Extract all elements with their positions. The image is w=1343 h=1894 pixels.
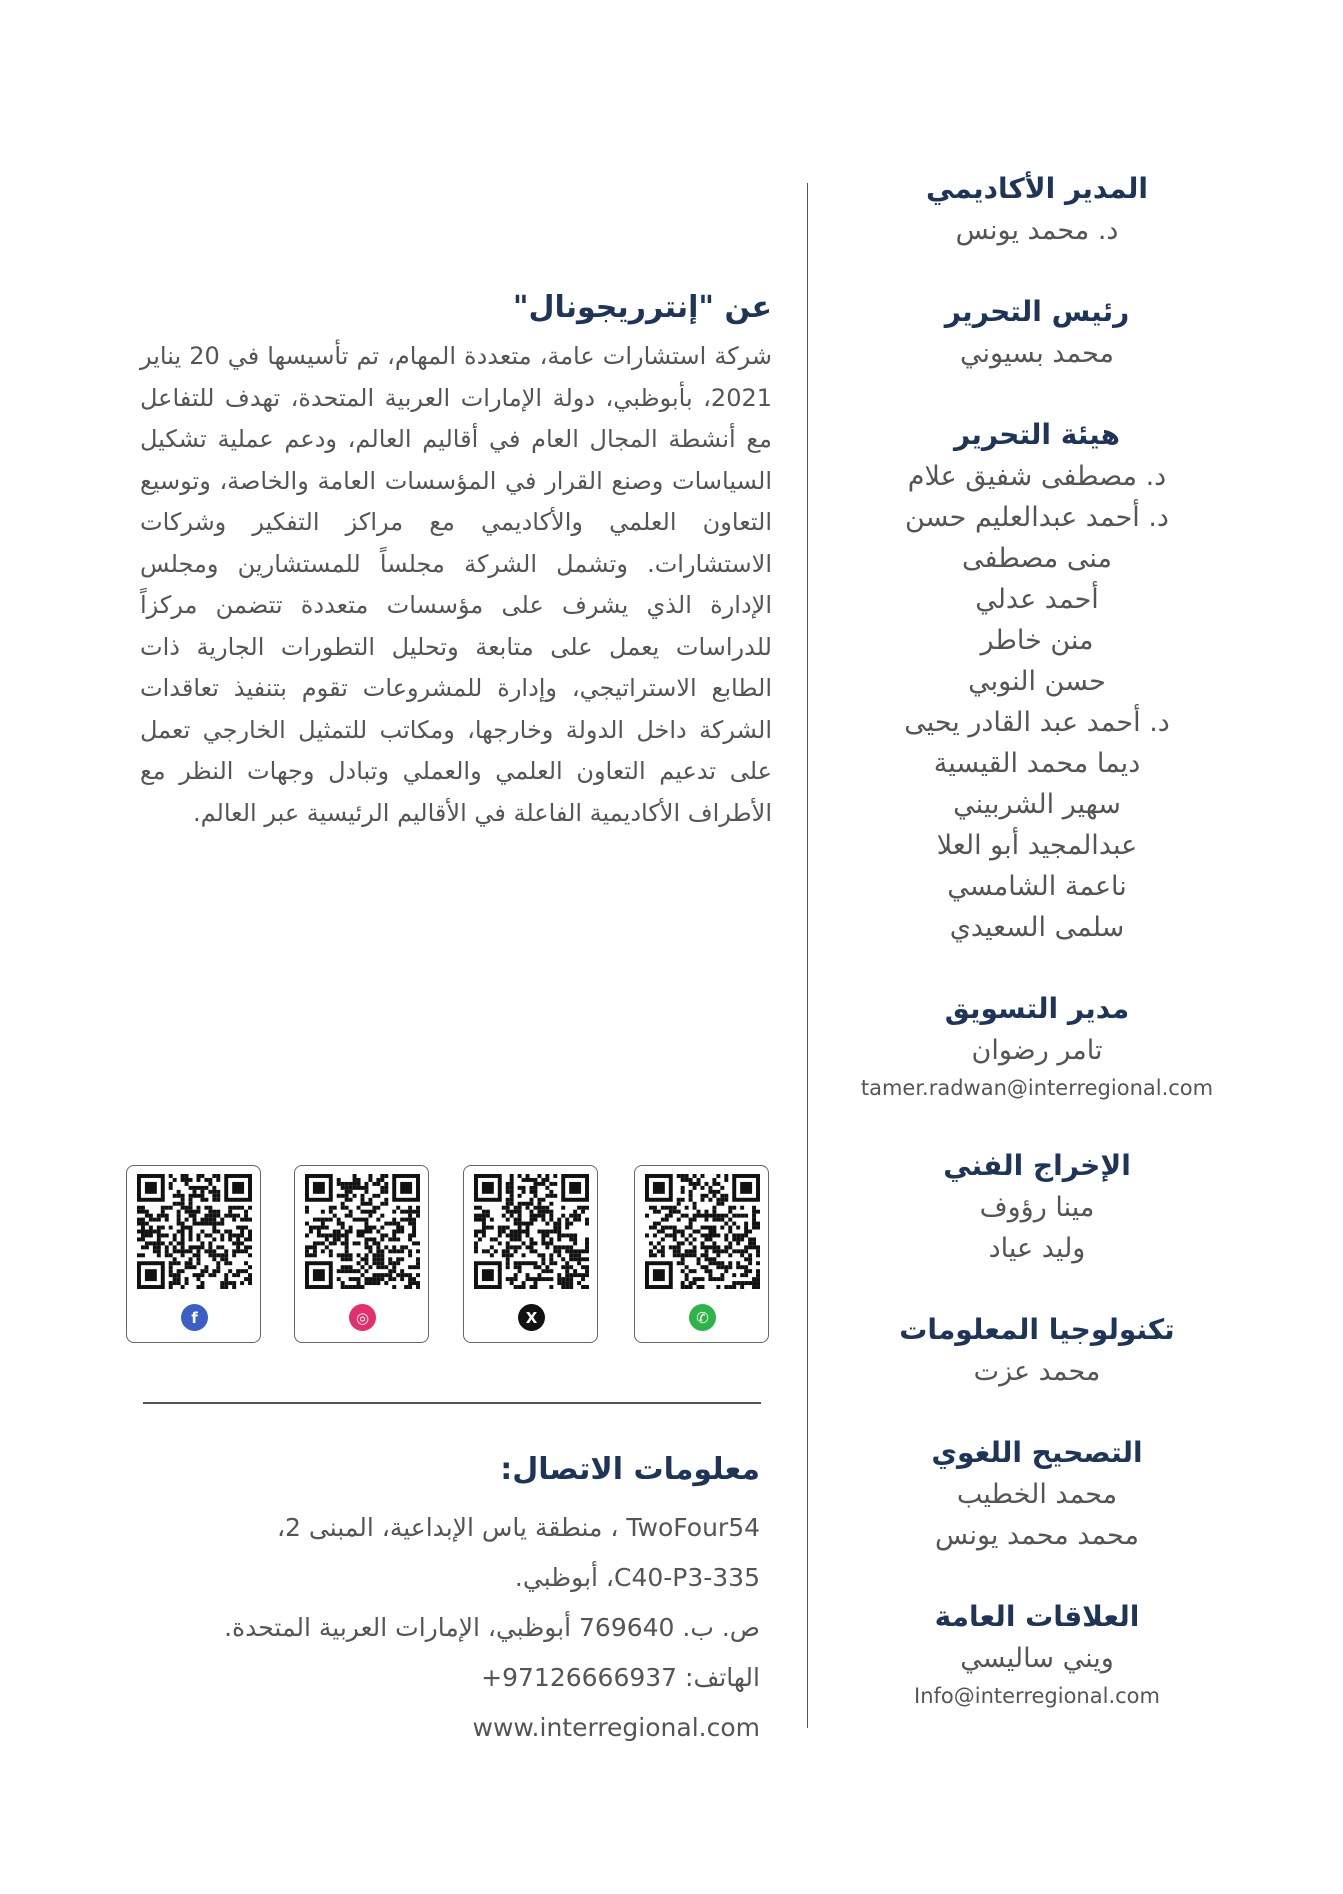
qr-card-instagram[interactable] bbox=[294, 1165, 429, 1343]
staff-name: ناعمة الشامسي bbox=[947, 871, 1127, 902]
facebook-glyph: f bbox=[191, 1308, 198, 1327]
qr-code bbox=[137, 1174, 252, 1289]
instagram-glyph: ◎ bbox=[355, 1308, 370, 1327]
staff-name: منن خاطر bbox=[980, 625, 1094, 656]
staff-section-title: المدير الأكاديمي bbox=[926, 172, 1148, 205]
about-title: عن "إنترريجونال" bbox=[512, 290, 772, 325]
x-icon bbox=[518, 1304, 545, 1331]
staff-name: سلمى السعيدي bbox=[949, 912, 1125, 943]
staff-section-title: مدير التسويق bbox=[944, 992, 1130, 1025]
qr-code-row bbox=[126, 1165, 772, 1345]
staff-name: أحمد عدلي bbox=[975, 584, 1099, 615]
staff-name: مينا رؤوف bbox=[979, 1192, 1095, 1223]
qr-card-facebook[interactable] bbox=[126, 1165, 261, 1343]
staff-section-public-relations bbox=[822, 1596, 1252, 1713]
x-glyph: X bbox=[525, 1308, 538, 1327]
staff-name: د. محمد يونس bbox=[955, 215, 1119, 246]
staff-name: سهير الشربيني bbox=[953, 789, 1121, 820]
staff-section-title: التصحيح اللغوي bbox=[931, 1436, 1143, 1469]
qr-card-x[interactable] bbox=[463, 1165, 598, 1343]
info-email-link[interactable]: Info@interregional.com bbox=[914, 1684, 1160, 1708]
staff-section-title: رئيس التحرير bbox=[944, 295, 1130, 328]
staff-section-art-direction bbox=[822, 1145, 1252, 1269]
about-section bbox=[140, 286, 772, 834]
contact-phone: الهاتف: 97126666937+ bbox=[481, 1663, 760, 1692]
vertical-divider bbox=[807, 183, 808, 1728]
contact-address-line-2: C40-P3-335، أبوظبي. bbox=[514, 1563, 760, 1592]
staff-section-editorial-board bbox=[822, 414, 1252, 948]
contact-title: معلومات الاتصال: bbox=[500, 1452, 760, 1487]
staff-section-title: هيئة التحرير bbox=[953, 418, 1121, 451]
staff-name: محمد عزت bbox=[973, 1356, 1101, 1387]
staff-name: ديما محمد القيسية bbox=[933, 748, 1141, 779]
contact-website-link[interactable]: www.interregional.com bbox=[472, 1713, 760, 1742]
staff-name: حسن النوبي bbox=[968, 666, 1106, 697]
marketing-email-link[interactable]: tamer.radwan@interregional.com bbox=[860, 1076, 1214, 1100]
qr-code bbox=[645, 1174, 760, 1289]
facebook-icon bbox=[181, 1304, 208, 1331]
staff-name: د. أحمد عبدالعليم حسن bbox=[905, 502, 1169, 533]
staff-section-marketing-director bbox=[822, 988, 1252, 1105]
contact-pobox: ص. ب. 769640 أبوظبي، الإمارات العربية المتحدة. bbox=[224, 1613, 760, 1642]
instagram-icon bbox=[349, 1304, 376, 1331]
staff-name: وليد عياد bbox=[988, 1233, 1086, 1264]
staff-section-proofreading bbox=[822, 1432, 1252, 1556]
qr-code bbox=[474, 1174, 589, 1289]
staff-name: ويني ساليسي bbox=[960, 1643, 1114, 1674]
staff-section-it bbox=[822, 1309, 1252, 1392]
staff-name: محمد بسيوني bbox=[960, 338, 1114, 369]
staff-name: منى مصطفى bbox=[962, 543, 1112, 574]
contact-section bbox=[140, 1445, 760, 1753]
staff-section-academic-director bbox=[822, 168, 1252, 251]
staff-column bbox=[822, 168, 1252, 1753]
contact-address-line-1: TwoFour54 ، منطقة ياس الإبداعية، المبنى 2، bbox=[276, 1513, 760, 1542]
staff-name: محمد محمد يونس bbox=[935, 1520, 1139, 1551]
staff-section-title: الإخراج الفني bbox=[943, 1149, 1131, 1182]
whatsapp-glyph: ✆ bbox=[696, 1308, 709, 1327]
staff-name: د. مصطفى شفيق علام bbox=[907, 461, 1167, 492]
staff-name: تامر رضوان bbox=[971, 1035, 1103, 1066]
staff-section-title: العلاقات العامة bbox=[934, 1600, 1140, 1633]
staff-section-editor-in-chief bbox=[822, 291, 1252, 374]
whatsapp-icon bbox=[689, 1304, 716, 1331]
staff-name: د. أحمد عبد القادر يحيى bbox=[904, 707, 1170, 738]
staff-name: محمد الخطيب bbox=[956, 1479, 1118, 1510]
about-body: شركة استشارات عامة، متعددة المهام، تم تأسيسها في 20 يناير 2021، بأبوظبي، دولة الإمارات العربية المتحدة، تهدف للتفاعل مع أنشطة المجال العام في أقاليم العالم، ودعم عملية تشكيل السياسات وصنع القرار في المؤسسات العامة والخاصة، وتوسيع التعاون العلمي والأكاديمي مع مراكز التفكير وشركات الاستشارات. وتشمل الشركة مجلساً للمستشارين ومجلس الإدارة الذي يشرف على مؤسسات متعددة تتضمن مركزاً للدراسات يعمل على متابعة وتحليل التطورات الجارية ذات الطابع الاستراتيجي، وإدارة للمشروعات تقوم بتنفيذ تعاقدات الشركة داخل الدولة وخارجها، ومكاتب للتمثيل الخارجي تعمل على تدعيم التعاون العلمي والعملي وتبادل وجهات النظر مع الأطراف الأكاديمية الفاعلة في الأقاليم الرئيسية عبر العالم. bbox=[140, 342, 772, 827]
qr-card-whatsapp[interactable] bbox=[634, 1165, 769, 1343]
staff-section-title: تكنولوجيا المعلومات bbox=[899, 1313, 1175, 1346]
horizontal-divider bbox=[143, 1402, 761, 1404]
qr-code bbox=[305, 1174, 420, 1289]
staff-name: عبدالمجيد أبو العلا bbox=[936, 830, 1138, 861]
